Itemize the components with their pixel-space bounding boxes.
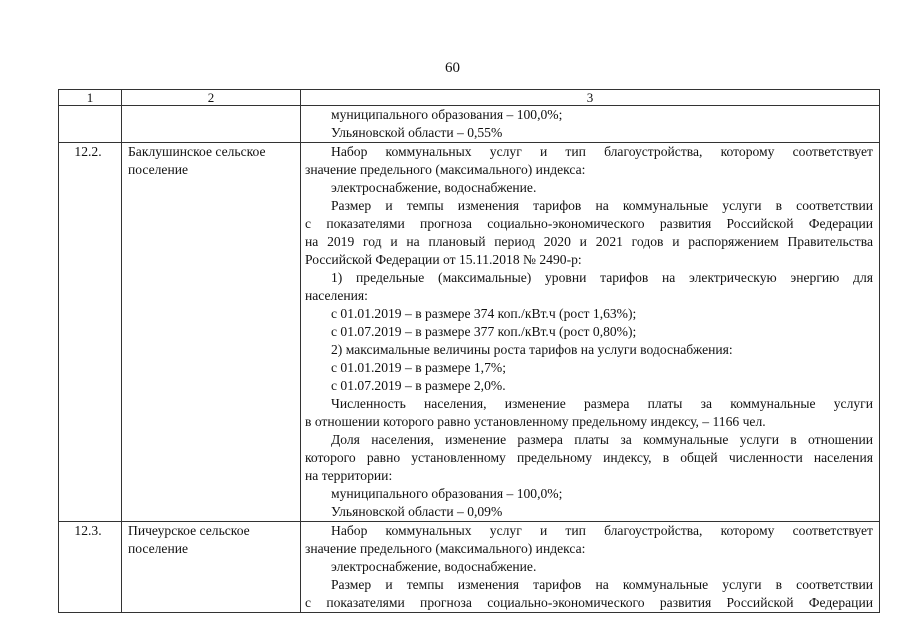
row-number-cell: 12.2. bbox=[59, 143, 122, 522]
text-line: электроснабжение, водоснабжение. bbox=[331, 180, 537, 195]
description-cell bbox=[301, 522, 880, 613]
text-line: Размер и темпы изменения тарифов на коммунальные услуги в соответствии bbox=[331, 577, 873, 592]
table-row bbox=[59, 522, 880, 613]
settlement-name-line: поселение bbox=[128, 541, 189, 556]
table-header-row bbox=[59, 90, 880, 106]
text-line: 2) максимальные величины роста тарифов на услуги водоснабжения: bbox=[331, 342, 733, 357]
text-line: Размер и темпы изменения тарифов на коммунальные услуги в соответствии bbox=[331, 198, 873, 213]
text-line: Набор коммунальных услуг и тип благоустройства, которому соответствует bbox=[331, 523, 873, 538]
text-line: с 01.01.2019 – в размере 1,7%; bbox=[331, 360, 506, 375]
text-line: с 01.07.2019 – в размере 2,0%. bbox=[331, 378, 506, 393]
text-line: Набор коммунальных услуг и тип благоустройства, которому соответствует bbox=[331, 144, 873, 159]
text-line: значение предельного (максимального) индекса: bbox=[305, 541, 586, 556]
column-header-3: 3 bbox=[301, 90, 880, 106]
text-line: муниципального образования – 100,0%; bbox=[331, 107, 563, 122]
settlement-name-cell bbox=[122, 522, 301, 613]
text-line: муниципального образования – 100,0%; bbox=[331, 486, 563, 501]
table-row bbox=[59, 143, 880, 522]
settlement-name-line: Баклушинское сельское bbox=[128, 144, 266, 159]
text-line: Ульяновской области – 0,09% bbox=[331, 504, 503, 519]
text-line: электроснабжение, водоснабжение. bbox=[331, 559, 537, 574]
settlement-name-cell bbox=[122, 106, 301, 143]
text-line: 1) предельные (максимальные) уровни тарифов на электрическую энергию для bbox=[331, 270, 873, 285]
text-line: Доля населения, изменение размера платы за коммунальные услуги в отношении bbox=[331, 432, 873, 447]
text-line: значение предельного (максимального) индекса: bbox=[305, 162, 586, 177]
text-line: с показателями прогноза социально-экономического развития Российской Федерации bbox=[305, 216, 873, 231]
text-line: на 2019 год и на плановый период 2020 и 2021 годов и распоряжением Правительства bbox=[305, 234, 873, 249]
row-number-cell: 12.3. bbox=[59, 522, 122, 613]
text-line: с 01.01.2019 – в размере 374 коп./кВт.ч (рост 1,63%); bbox=[331, 306, 637, 321]
text-line: с показателями прогноза социально-экономического развития Российской Федерации bbox=[305, 595, 873, 610]
text-line: Ульяновской области – 0,55% bbox=[331, 125, 503, 140]
text-line: Численность населения, изменение размера платы за коммунальные услуги bbox=[331, 396, 873, 411]
text-line: которого равно установленному предельному индексу, в общей численности населения bbox=[305, 450, 873, 465]
text-line: в отношении которого равно установленному предельному индексу, – 1166 чел. bbox=[305, 414, 766, 429]
settlement-name-cell bbox=[122, 143, 301, 522]
settlement-name-line: Пичеурское сельское bbox=[128, 523, 250, 538]
settlement-name-line: поселение bbox=[128, 162, 189, 177]
description-cell bbox=[301, 143, 880, 522]
page-number: 60 bbox=[445, 60, 460, 76]
text-line: Российской Федерации от 15.11.2018 № 2490-р: bbox=[305, 252, 582, 267]
tariff-table bbox=[58, 89, 880, 613]
column-header-1: 1 bbox=[59, 90, 122, 106]
text-line: на территории: bbox=[305, 468, 393, 483]
table-row bbox=[59, 106, 880, 143]
description-cell bbox=[301, 106, 880, 143]
text-line: населения: bbox=[305, 288, 368, 303]
row-number-cell bbox=[59, 106, 122, 143]
column-header-2: 2 bbox=[122, 90, 301, 106]
text-line: с 01.07.2019 – в размере 377 коп./кВт.ч (рост 0,80%); bbox=[331, 324, 637, 339]
